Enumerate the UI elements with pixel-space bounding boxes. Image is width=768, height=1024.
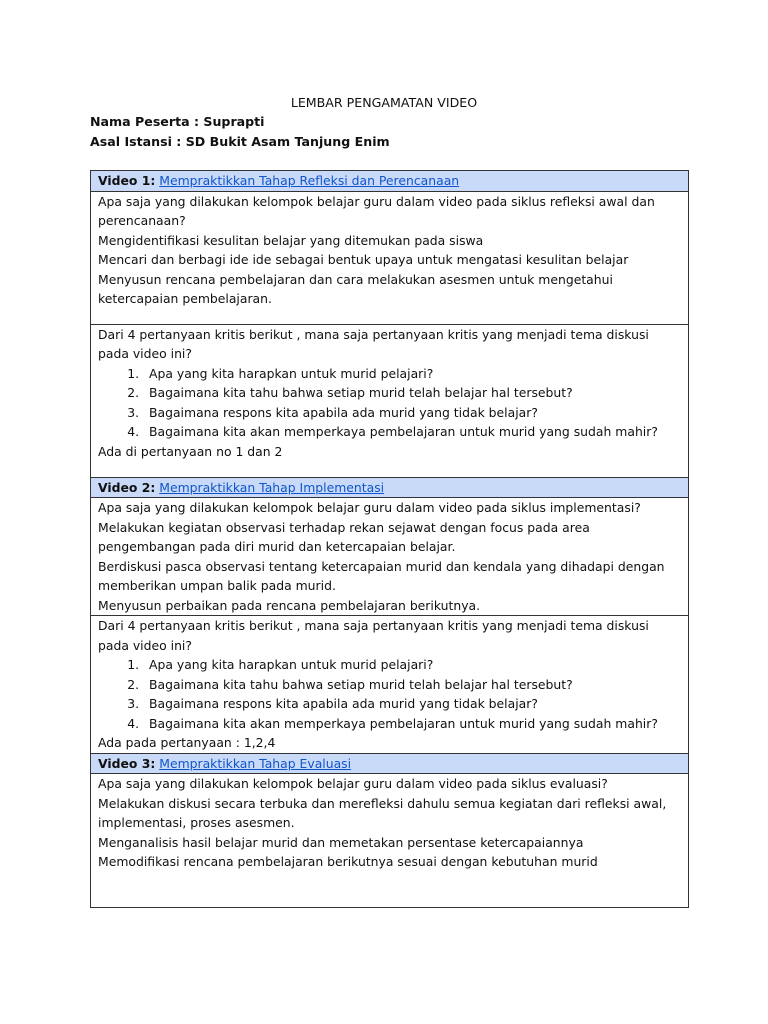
video1-question-cell [91, 191, 689, 324]
video2-critical-intro: Dari 4 pertanyaan kritis berikut , mana saja pertanyaan kritis yang menjadi tema diskusi pada video ini? [98, 618, 649, 653]
video3-question-row [91, 774, 689, 908]
video3-answer-2: Menganalisis hasil belajar murid dan memetakan persentase ketercapaiannya [98, 834, 584, 850]
video2-critical-list [98, 655, 681, 733]
video1-answer-3: Menyusun rencana pembelajaran dan cara melakukan asesmen untuk mengetahui ketercapaian pembelajaran. [98, 271, 613, 306]
video2-label: Video 2: [98, 479, 156, 495]
video2-answer-1: Melakukan kegiatan observasi terhadap rekan sejawat dengan focus pada area pengembangan pada diri murid dan ketercapaian belajar. [98, 519, 590, 554]
video3-label: Video 3: [98, 755, 156, 771]
video1-header-row [91, 171, 689, 192]
critical-question-item: 4. Bagaimana kita akan memperkaya pembelajaran untuk murid yang sudah mahir? [143, 714, 681, 734]
video1-critical-list [98, 364, 681, 442]
video1-critical-answer: Ada di pertanyaan no 1 dan 2 [98, 443, 283, 459]
critical-question-item: 1. Apa yang kita harapkan untuk murid pelajari? [143, 655, 681, 675]
critical-question-item: 3. Bagaimana respons kita apabila ada murid yang tidak belajar? [143, 694, 681, 714]
video1-header-cell [91, 171, 689, 192]
video2-question-cell [91, 498, 689, 616]
critical-question-item: 1. Apa yang kita harapkan untuk murid pelajari? [143, 364, 681, 384]
video1-critical-cell [91, 324, 689, 477]
video1-label: Video 1: [98, 173, 156, 188]
video2-critical-answer: Ada pada pertanyaan : 1,2,4 [98, 735, 276, 750]
critical-question-item: 4. Bagaimana kita akan memperkaya pembelajaran untuk murid yang sudah mahir? [143, 422, 681, 442]
participant-name: Nama Peserta : Suprapti [90, 114, 265, 129]
video2-question: Apa saja yang dilakukan kelompok belajar guru dalam video pada siklus implementasi? [98, 500, 641, 515]
video1-answer-2: Mencari dan berbagi ide ide sebagai bentuk upaya untuk mengatasi kesulitan belajar [98, 252, 629, 267]
video1-critical-intro: Dari 4 pertanyaan kritis berikut , mana saja pertanyaan kritis yang menjadi tema diskusi pada video ini? [98, 326, 649, 361]
video3-header-row [91, 753, 689, 774]
video2-header-cell [91, 477, 689, 498]
video2-critical-row [91, 616, 689, 754]
critical-question-item: 2. Bagaimana kita tahu bahwa setiap murid telah belajar hal tersebut? [143, 675, 681, 695]
video2-question-row [91, 498, 689, 616]
video1-question-row [91, 191, 689, 324]
video3-question: Apa saja yang dilakukan kelompok belajar guru dalam video pada siklus evaluasi? [98, 776, 608, 791]
video3-header-cell [91, 753, 689, 774]
video1-answer-1: Mengidentifikasi kesulitan belajar yang ditemukan pada siswa [98, 232, 484, 248]
video2-header-row [91, 477, 689, 498]
video3-question-cell [91, 774, 689, 908]
video2-answer-2: Berdiskusi pasca observasi tentang ketercapaian murid dan kendala yang dihadapi dengan memberikan umpan balik pada murid. [98, 558, 665, 593]
video3-answer-3: Memodifikasi rencana pembelajaran berikutnya sesuai dengan kebutuhan murid [98, 854, 598, 869]
critical-question-item: 3. Bagaimana respons kita apabila ada murid yang tidak belajar? [143, 403, 681, 423]
document-title: LEMBAR PENGAMATAN VIDEO [290, 95, 478, 110]
video2-link[interactable]: Mempraktikkan Tahap Implementasi [159, 479, 385, 495]
video1-question: Apa saja yang dilakukan kelompok belajar guru dalam video pada siklus refleksi awal dan perencanaan? [98, 193, 655, 228]
video2-critical-cell [91, 616, 689, 754]
participant-institution: Asal Istansi : SD Bukit Asam Tanjung Enim [90, 134, 390, 149]
critical-question-item: 2. Bagaimana kita tahu bahwa setiap murid telah belajar hal tersebut? [143, 383, 681, 403]
video3-link[interactable]: Mempraktikkan Tahap Evaluasi [159, 755, 352, 771]
video1-link[interactable]: Mempraktikkan Tahap Refleksi dan Perencanaan [159, 173, 460, 188]
observation-table [90, 170, 689, 908]
video3-answer-1: Melakukan diskusi secara terbuka dan merefleksi dahulu semua kegiatan dari refleksi awal, implementasi, proses asesmen. [98, 795, 667, 830]
video1-critical-row [91, 324, 689, 477]
video2-answer-3: Menyusun perbaikan pada rencana pembelajaran berikutnya. [98, 597, 481, 613]
